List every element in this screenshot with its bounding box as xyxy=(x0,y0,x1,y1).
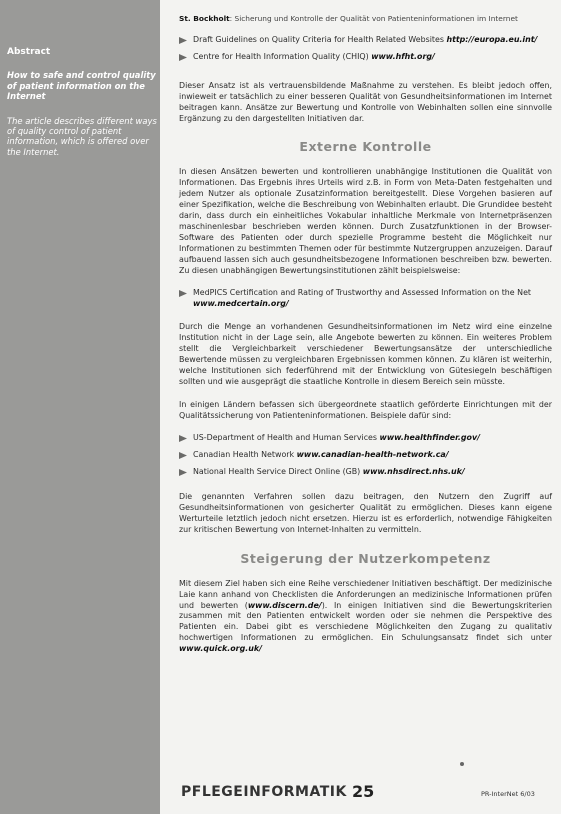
arrow-bullet-icon xyxy=(179,54,187,61)
list-item xyxy=(179,450,552,461)
paragraph: Die genannten Verfahren sollen dazu beitragen, den Nutzern den Zugriff auf Gesundheitsinformationen von gesicherter Qualität zu ermöglichen. Dieses kann eigene Werturteile letztlich jedoch nicht ersetzen. Hierzu ist es erforderlich, notwendige Fähigkeiten zur kritischen Bewertung von Internet-Inhalten zu vermitteln. xyxy=(179,492,552,534)
paragraph: Dieser Ansatz ist als vertrauensbildende Maßnahme zu verstehen. Es bleibt jedoch offen, inwieweit er tatsächlich zu einer besseren Qualität von Gesundheitsinformationen im Internet beitragen kann. Ansätze zur Bewertung und Kontrolle von Webinhalten sollen eine sinnvolle Ergänzung zu den dargestellten Initiativen dar. xyxy=(179,80,552,123)
list-item-text: MedPICS Certification and Rating of Trustworthy and Assessed Information on the Net xyxy=(193,288,532,298)
paragraph-text: ). In einigen Initiativen sind die Bewertungskriterien zusammen mit den Patienten entwickelt worden oder sie nehmen die Perspektive des Patienten ein. Dabei gibt es verschiedene Möglichkeiten den Zugang zu qualitativ hochwertigen Informationen zu ermöglichen. Ein Schulungsansatz findet sich unter xyxy=(179,600,552,643)
header-author: St. Bockholt xyxy=(179,14,230,23)
paragraph: Durch die Menge an vorhandenen Gesundheitsinformationen im Netz wird eine einzelne Institution nicht in der Lage sein, alle Angebote bewerten zu können. Ein weiteres Problem stellt die Vergleichbarkeit verschiedener Bewertungsansätze der unterschiedliche Bewertende müssen zu vergleichbaren Ergebnissen kommen können. Zu klären ist weiterhin, welche Institutionen sich federführend mit der Entwicklung von Gütesiegeln beschäftigen sollten und wie ausgeprägt die staatliche Kontrolle in diesem Bereich sein müsste. xyxy=(179,322,552,386)
paragraph xyxy=(179,579,552,655)
running-header: St. Bockholt: Sicherung und Kontrolle der Qualität von Patienteninformationen im Internet xyxy=(179,14,518,23)
arrow-bullet-icon xyxy=(179,290,187,297)
list-item-text: US-Department of Health and Human Services xyxy=(193,433,378,443)
list-item xyxy=(179,52,552,63)
list-item-url[interactable]: www.healthfinder.gov/ xyxy=(379,433,480,443)
list-item-url[interactable]: www.hfht.org/ xyxy=(371,51,435,61)
paragraph-text: Mit diesem Ziel haben sich eine Reihe verschiedener Initiativen beschäftigt. Der medizinische Laie kann anhand von Checklisten die Anforderungen an medizinische Informationen prüfen und bewerten ( xyxy=(179,578,552,610)
list-item xyxy=(179,288,552,310)
arrow-bullet-icon xyxy=(179,435,187,442)
abstract-heading: Abstract xyxy=(7,47,51,57)
arrow-bullet-icon xyxy=(179,469,187,476)
list-item-text: Draft Guidelines on Quality Criteria for Health Related Websites xyxy=(193,35,444,44)
footer-journal-title: PFLEGEINFORMATIK xyxy=(181,784,347,800)
inline-url[interactable]: www.quick.org.uk/ xyxy=(179,644,262,654)
list-item-url[interactable]: www.medcertain.org/ xyxy=(193,299,289,309)
list-item xyxy=(179,467,552,478)
section-heading: Externe Kontrolle xyxy=(299,139,432,155)
article-body xyxy=(179,35,552,667)
paragraph: In einigen Ländern befassen sich übergeordnete staatlich geförderte Einrichtungen mit der Qualitätssicherung von Patienteninformationen. Beispiele dafür sind: xyxy=(179,399,552,420)
arrow-bullet-icon xyxy=(179,452,187,459)
list-item-text: National Health Service Direct Online (GB) xyxy=(193,467,361,477)
inline-url[interactable]: www.discern.de/ xyxy=(247,600,322,610)
list-item-url[interactable]: www.canadian-health-network.ca/ xyxy=(296,450,449,460)
list-item xyxy=(179,35,552,46)
list-item xyxy=(179,433,552,444)
abstract-subtitle: How to safe and control quality of patient information on the Internet xyxy=(7,70,156,102)
paragraph: In diesen Ansätzen bewerten und kontrollieren unabhängige Institutionen die Qualität von Informationen. Das Ergebnis ihres Urteils wird z.B. in Form von Meta-Daten festgehalten und jedem Nutzer als optionale Zusatzinformation bereitgestellt. Diese Vorgehen basieren auf einer Spezifikation, welche die Beschreibung von Webinhalten erlaubt. Die Grundidee besteht darin, dass durch ein einheitliches Vokabular inhaltliche Merkmale von Internetpräsenzen maschinenlesbar beschrieben werden können. Durch Zusatzfunktionen in der Browser-Software des Patienten oder durch spezielle Programme besteht die Möglichkeit nur Informationen zu bestimmten Themen oder für bestimmte Nutzergruppen anzuzeigen. Darauf aufbauend lassen sich auch gesundheitsbezogene Informationen beschreiben bzw. bewerten. Zu diesen unabhängigen Bewertungsinstitutionen zählt beispielsweise: xyxy=(179,167,552,275)
list-item-text: Canadian Health Network xyxy=(193,450,295,460)
scan-mark xyxy=(460,762,464,766)
sidebar xyxy=(0,0,160,814)
abstract-box xyxy=(7,47,157,157)
section-heading: Steigerung der Nutzerkompetenz xyxy=(240,550,491,566)
header-title: Sicherung und Kontrolle der Qualität von Patienteninformationen im Internet xyxy=(234,14,518,23)
footer-page-number: 25 xyxy=(352,782,375,801)
list-item-text: Centre for Health Information Quality (CHIQ) xyxy=(193,51,369,61)
footer-issue: PR-InterNet 6/03 xyxy=(481,790,535,798)
list-item-url[interactable]: http://europa.eu.int/ xyxy=(446,35,538,44)
abstract-text: The article describes different ways of quality control of patient information, which is offered over the Internet. xyxy=(7,115,157,157)
arrow-bullet-icon xyxy=(179,37,187,44)
list-item-url[interactable]: www.nhsdirect.nhs.uk/ xyxy=(362,467,465,477)
